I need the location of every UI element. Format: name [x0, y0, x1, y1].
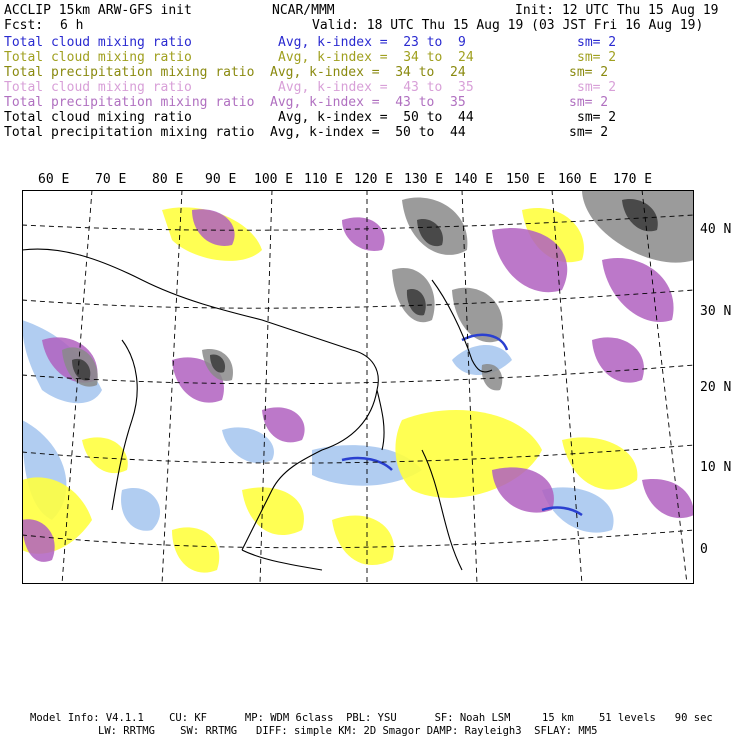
field-sm: sm= 2: [577, 110, 617, 125]
lon-label: 120 E: [354, 172, 394, 187]
init-time: Init: 12 UTC Thu 15 Aug 19: [515, 3, 719, 18]
lat-label: 40 N: [700, 222, 732, 237]
field-sm: sm= 2: [569, 95, 609, 110]
field-name: Total precipitation mixing ratio: [4, 65, 255, 80]
lon-label: 170 E: [613, 172, 653, 187]
field-name: Total cloud mixing ratio: [4, 35, 192, 50]
field-name: Total cloud mixing ratio: [4, 80, 192, 95]
field-avg: Avg, k-index = 43 to 35: [278, 80, 474, 95]
lat-label: 20 N: [700, 380, 732, 395]
lon-label: 160 E: [558, 172, 598, 187]
model-info-line2: LW: RRTMG SW: RRTMG DIFF: simple KM: 2D Smagor DAMP: Rayleigh3 SFLAY: MM5: [98, 725, 598, 737]
lon-label: 90 E: [205, 172, 237, 187]
field-sm: sm= 2: [569, 65, 609, 80]
lat-label: 30 N: [700, 304, 732, 319]
valid-time: Valid: 18 UTC Thu 15 Aug 19 (03 JST Fri 16 Aug 19): [312, 18, 704, 33]
lon-label: 150 E: [506, 172, 546, 187]
fcst-value: 6 h: [60, 18, 84, 33]
lon-label: 140 E: [454, 172, 494, 187]
field-name: Total cloud mixing ratio: [4, 50, 192, 65]
field-avg: Avg, k-index = 43 to 35: [270, 95, 466, 110]
lon-label: 80 E: [152, 172, 184, 187]
field-name: Total precipitation mixing ratio: [4, 95, 255, 110]
title-left: ACCLIP 15km ARW-GFS init: [4, 3, 192, 18]
lon-label: 70 E: [95, 172, 127, 187]
field-avg: Avg, k-index = 23 to 9: [278, 35, 466, 50]
field-avg: Avg, k-index = 34 to 24: [278, 50, 474, 65]
fcst-label: Fcst:: [4, 18, 44, 33]
lon-label: 100 E: [254, 172, 294, 187]
lon-label: 130 E: [404, 172, 444, 187]
map-panel: [22, 190, 694, 584]
field-sm: sm= 2: [569, 125, 609, 140]
model-info-line1: Model Info: V4.1.1 CU: KF MP: WDM 6class PBL: YSU SF: Noah LSM 15 km 51 levels 90 sec: [30, 712, 713, 724]
field-name: Total precipitation mixing ratio: [4, 125, 255, 140]
title-center: NCAR/MMM: [272, 3, 335, 18]
lat-label: 10 N: [700, 460, 732, 475]
field-avg: Avg, k-index = 50 to 44: [278, 110, 474, 125]
lon-label: 60 E: [38, 172, 70, 187]
lat-label: 0: [700, 542, 708, 557]
lon-label: 110 E: [304, 172, 344, 187]
field-sm: sm= 2: [577, 80, 617, 95]
field-avg: Avg, k-index = 34 to 24: [270, 65, 466, 80]
field-avg: Avg, k-index = 50 to 44: [270, 125, 466, 140]
field-sm: sm= 2: [577, 35, 617, 50]
field-name: Total cloud mixing ratio: [4, 110, 192, 125]
field-sm: sm= 2: [577, 50, 617, 65]
